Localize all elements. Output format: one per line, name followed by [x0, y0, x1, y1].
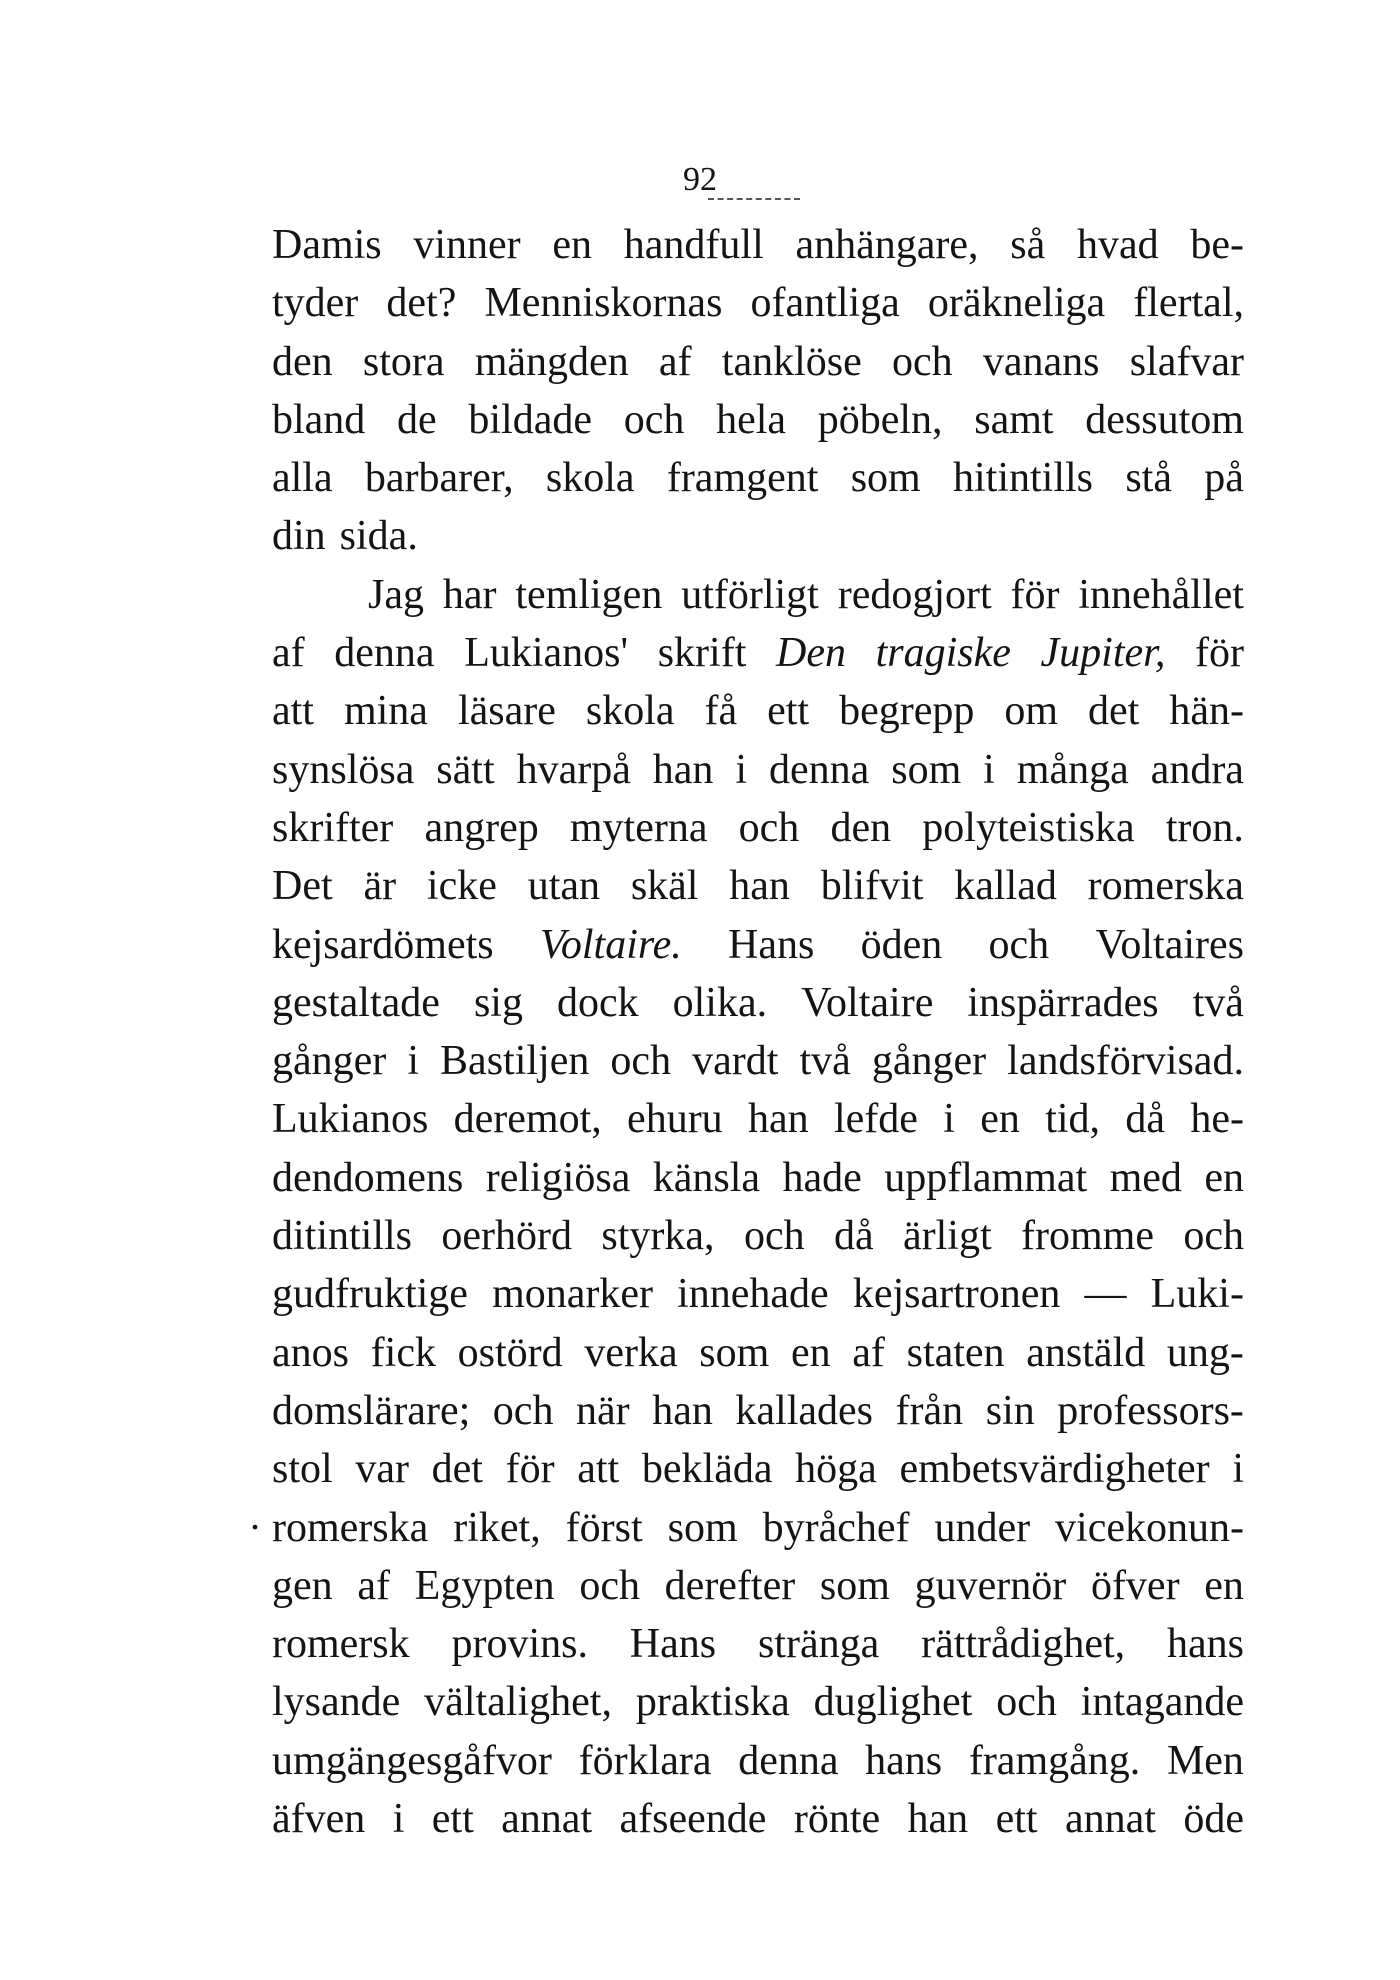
word: många — [1016, 746, 1129, 793]
text-line — [272, 1790, 1244, 1848]
word: skola — [585, 688, 675, 735]
word: stora — [362, 338, 445, 385]
text-line — [272, 1673, 1244, 1731]
word: tid, — [1045, 1096, 1101, 1143]
word: dendomens — [272, 1154, 464, 1201]
word: sin — [985, 1387, 1035, 1434]
word: bildade — [468, 396, 592, 443]
word: utförligt — [681, 571, 819, 618]
text-line — [272, 1440, 1244, 1498]
word: samt — [974, 396, 1054, 443]
word: är — [363, 863, 397, 910]
word: och — [610, 1038, 672, 1085]
word: dessutom — [1085, 396, 1244, 443]
word: oräkneliga — [927, 280, 1106, 327]
word: Luki- — [1150, 1271, 1244, 1318]
word: olika. — [672, 979, 768, 1026]
word: vinner — [413, 222, 521, 268]
word: en — [552, 222, 593, 268]
word: skrifter — [272, 804, 394, 851]
word: stol — [272, 1446, 333, 1493]
word: från — [895, 1387, 964, 1434]
word: i — [983, 746, 995, 793]
word: anstäld — [1026, 1329, 1146, 1376]
word: hade — [782, 1154, 862, 1201]
word: temligen — [515, 571, 663, 618]
word: framgent — [666, 455, 819, 502]
word: dock — [556, 979, 639, 1026]
word: riket, — [453, 1504, 541, 1551]
word: afseende — [619, 1796, 767, 1843]
word: öde — [1183, 1796, 1244, 1843]
word: höga — [795, 1446, 877, 1493]
word: att — [577, 1446, 620, 1493]
word: deremot, — [453, 1096, 602, 1143]
word: ett — [995, 1796, 1038, 1843]
word: begrepp — [839, 688, 975, 735]
word: när — [576, 1387, 630, 1434]
text-line — [272, 974, 1244, 1032]
word: och — [996, 1679, 1057, 1726]
word: Menniskornas — [484, 280, 723, 327]
word: denna — [768, 746, 870, 793]
word: i — [735, 746, 748, 793]
word: äfven — [272, 1796, 366, 1843]
word: han — [652, 746, 714, 793]
word: med — [1109, 1154, 1182, 1201]
word: och — [492, 1387, 554, 1434]
word: rönte — [793, 1796, 881, 1843]
word: framgång. — [968, 1737, 1141, 1784]
text-line — [272, 391, 1244, 449]
word: slafvar — [1129, 338, 1244, 385]
word: en — [1204, 1562, 1244, 1609]
word: och — [623, 396, 685, 443]
word: öden — [860, 921, 943, 968]
page-number-rule — [708, 198, 800, 200]
word: denna — [334, 630, 435, 677]
word: vicekonun- — [1055, 1504, 1244, 1551]
word: vältalighet, — [424, 1679, 612, 1726]
text-line — [272, 624, 1244, 682]
word: fromme — [1021, 1213, 1154, 1260]
word: Hans — [728, 921, 815, 968]
word: blifvit — [820, 863, 924, 910]
word: Damis — [272, 222, 382, 268]
word: andra — [1150, 746, 1244, 793]
word: det — [1088, 688, 1140, 735]
word: ofantliga — [750, 280, 900, 327]
word: den — [830, 804, 892, 851]
text-line — [272, 274, 1244, 332]
word: stå — [1125, 455, 1172, 502]
word: bekläda — [641, 1446, 773, 1493]
text-line — [272, 1265, 1244, 1323]
word: innehade — [677, 1271, 829, 1318]
word: som — [850, 455, 921, 502]
word: kejsardömets — [272, 921, 494, 968]
word: tron. — [1165, 804, 1244, 851]
italic-title-word: tragiske — [875, 630, 1011, 677]
word: att — [272, 688, 314, 735]
word: ett — [431, 1796, 474, 1843]
word: ostörd — [457, 1329, 563, 1376]
text-line — [272, 449, 1244, 507]
word: Jag — [368, 571, 424, 618]
word: skola — [545, 455, 635, 502]
word: ett — [767, 688, 810, 735]
word: som — [891, 746, 962, 793]
word: monarker — [492, 1271, 653, 1318]
page-number: 92 — [683, 161, 717, 198]
word: romerska — [272, 1504, 429, 1551]
word: tanklöse — [721, 338, 862, 385]
word: anos — [272, 1329, 349, 1376]
word: anhängare, — [795, 222, 979, 268]
text-line — [272, 1557, 1244, 1615]
word: gestaltade — [272, 979, 440, 1026]
margin-mark: . — [250, 1493, 260, 1538]
word: öfver — [1090, 1562, 1180, 1609]
word: rättrådighet, — [921, 1621, 1126, 1668]
word: gen — [272, 1562, 333, 1609]
word: inspärrades — [967, 979, 1159, 1026]
word: af — [272, 630, 305, 677]
word: kallades — [735, 1387, 873, 1434]
word: hitintills — [953, 455, 1094, 502]
word: en — [1204, 1154, 1244, 1201]
word: han — [748, 1096, 809, 1143]
word: Lukianos — [272, 1096, 429, 1143]
word: Voltaires — [1095, 921, 1244, 968]
word: handfull — [623, 222, 764, 268]
word: i — [943, 1096, 955, 1143]
word: umgängesgåfvor — [272, 1737, 552, 1784]
word: i — [1232, 1446, 1244, 1493]
word: redogjort — [837, 571, 992, 618]
word: och — [1183, 1213, 1244, 1260]
word: flertal, — [1133, 280, 1244, 327]
word: oerhörd — [441, 1213, 573, 1260]
word: gånger — [871, 1038, 987, 1085]
word: hela — [716, 396, 787, 443]
italic-title-word: Jupiter, — [1040, 630, 1166, 677]
word: derefter — [664, 1562, 796, 1609]
text-line — [272, 1207, 1244, 1265]
text-line — [272, 333, 1244, 391]
word: verka — [584, 1329, 678, 1376]
word: provins. — [451, 1621, 588, 1668]
word: romerska — [1087, 863, 1244, 910]
word: synslösa — [272, 746, 415, 793]
word: för — [1010, 571, 1060, 618]
word: få — [704, 688, 738, 735]
word: annat — [1064, 1796, 1156, 1843]
word: han — [652, 1387, 713, 1434]
word: som — [667, 1504, 738, 1551]
word: en — [790, 1329, 831, 1376]
word: sida. — [339, 513, 418, 560]
word: fick — [370, 1329, 436, 1376]
word: två — [1192, 979, 1244, 1026]
text-line — [272, 1324, 1244, 1382]
word: byråchef — [762, 1504, 910, 1551]
word: din — [272, 513, 326, 560]
word: utan — [527, 863, 600, 910]
text-line — [272, 566, 1244, 624]
word: kallad — [954, 863, 1057, 910]
word: han — [729, 863, 790, 910]
word: pöbeln, — [817, 396, 943, 443]
word: domslärare; — [272, 1387, 471, 1434]
word: angrep — [424, 804, 539, 851]
word: embetsvärdigheter — [899, 1446, 1210, 1493]
word: kejsartronen — [852, 1271, 1061, 1318]
text-line — [272, 1382, 1244, 1440]
word: det — [431, 1446, 483, 1493]
text-line — [272, 799, 1244, 857]
word: i — [407, 1038, 419, 1085]
word: då — [833, 1213, 874, 1260]
word: för — [505, 1446, 555, 1493]
word: på — [1204, 455, 1244, 502]
word: gudfruktige — [272, 1271, 468, 1318]
word: lysande — [272, 1679, 401, 1726]
word: Voltaire — [801, 979, 934, 1026]
word: och — [738, 804, 800, 851]
word: skrift — [657, 630, 747, 677]
word: var — [355, 1446, 409, 1493]
word: lefde — [833, 1096, 918, 1143]
word: romersk — [272, 1621, 410, 1668]
text-line — [272, 857, 1244, 915]
text-line — [272, 682, 1244, 740]
text-line — [272, 1615, 1244, 1673]
word: det? — [386, 280, 457, 327]
text-line — [272, 1732, 1244, 1790]
italic-title-word: Den — [775, 630, 846, 677]
word: så — [1010, 222, 1046, 268]
text-line — [272, 741, 1244, 799]
word: två — [799, 1038, 851, 1085]
word: Bastiljen — [440, 1038, 590, 1085]
word: för — [1194, 630, 1244, 677]
word: denna — [738, 1737, 839, 1784]
word: Hans — [629, 1621, 717, 1668]
word: ärligt — [903, 1213, 992, 1260]
text-line — [272, 1499, 1244, 1557]
word: Lukianos' — [464, 630, 629, 677]
word: hvarpå — [516, 746, 631, 793]
word: hans — [865, 1737, 943, 1784]
word: mängden — [474, 338, 629, 385]
word: känsla — [652, 1154, 761, 1201]
word: gånger — [272, 1038, 387, 1085]
text-line — [272, 1090, 1244, 1148]
word: af — [852, 1329, 885, 1376]
word: då — [1125, 1096, 1165, 1143]
word: hvad — [1076, 222, 1159, 268]
text-line — [272, 1149, 1244, 1207]
word: och — [988, 921, 1050, 968]
word: be- — [1190, 222, 1244, 268]
word: som — [819, 1562, 890, 1609]
word: och — [579, 1562, 640, 1609]
word: som — [699, 1329, 770, 1376]
word: landsförvisad. — [1007, 1038, 1244, 1085]
word: hans — [1166, 1621, 1244, 1668]
word: intagande — [1080, 1679, 1244, 1726]
word: professors- — [1057, 1387, 1244, 1434]
word: af — [357, 1562, 390, 1609]
word: Men — [1166, 1737, 1244, 1784]
word: praktiska — [635, 1679, 790, 1726]
word: i — [392, 1796, 405, 1843]
word: den — [272, 338, 333, 385]
word: myterna — [569, 804, 708, 851]
word: först — [565, 1504, 643, 1551]
word: vanans — [982, 338, 1100, 385]
text-line — [272, 1032, 1244, 1090]
word: under — [934, 1504, 1031, 1551]
word: vardt — [692, 1038, 779, 1085]
word: polyteistiska — [922, 804, 1135, 851]
word: och — [891, 338, 953, 385]
word: guvernör — [914, 1562, 1067, 1609]
text-line — [272, 507, 1244, 565]
word: styrka, — [601, 1213, 715, 1260]
word: har — [442, 571, 497, 618]
word: innehållet — [1078, 571, 1244, 618]
word: religiösa — [485, 1154, 631, 1201]
word: bland — [272, 396, 366, 443]
word: hän- — [1169, 688, 1244, 735]
word: ehuru — [627, 1096, 723, 1143]
word: mina — [343, 688, 428, 735]
word: staten — [906, 1329, 1005, 1376]
word: icke — [426, 863, 497, 910]
word: och — [743, 1213, 805, 1260]
text-line — [272, 916, 1244, 974]
word: förklara — [578, 1737, 712, 1784]
word: alla — [272, 455, 333, 502]
word: de — [397, 396, 437, 443]
word: han — [907, 1796, 969, 1843]
italic-title-word: Voltaire. — [539, 921, 682, 968]
word: Egypten — [414, 1562, 555, 1609]
word: skäl — [630, 863, 699, 910]
word: tyder — [272, 280, 359, 327]
word: sig — [473, 979, 523, 1026]
word: af — [658, 338, 692, 385]
word: — — [1084, 1271, 1127, 1318]
text-line — [272, 216, 1244, 274]
word: ung- — [1166, 1329, 1244, 1376]
word: duglighet — [813, 1679, 973, 1726]
word: ditintills — [272, 1213, 413, 1260]
word: sätt — [436, 746, 495, 793]
word: Det — [272, 863, 333, 910]
word: annat — [501, 1796, 593, 1843]
body-text — [272, 216, 1244, 1848]
word: barbarer, — [364, 455, 514, 502]
word: om — [1004, 688, 1059, 735]
word: uppflammat — [884, 1154, 1088, 1201]
word: stränga — [757, 1621, 880, 1668]
word: he- — [1190, 1096, 1244, 1143]
word: en — [980, 1096, 1020, 1143]
word: läsare — [457, 688, 556, 735]
